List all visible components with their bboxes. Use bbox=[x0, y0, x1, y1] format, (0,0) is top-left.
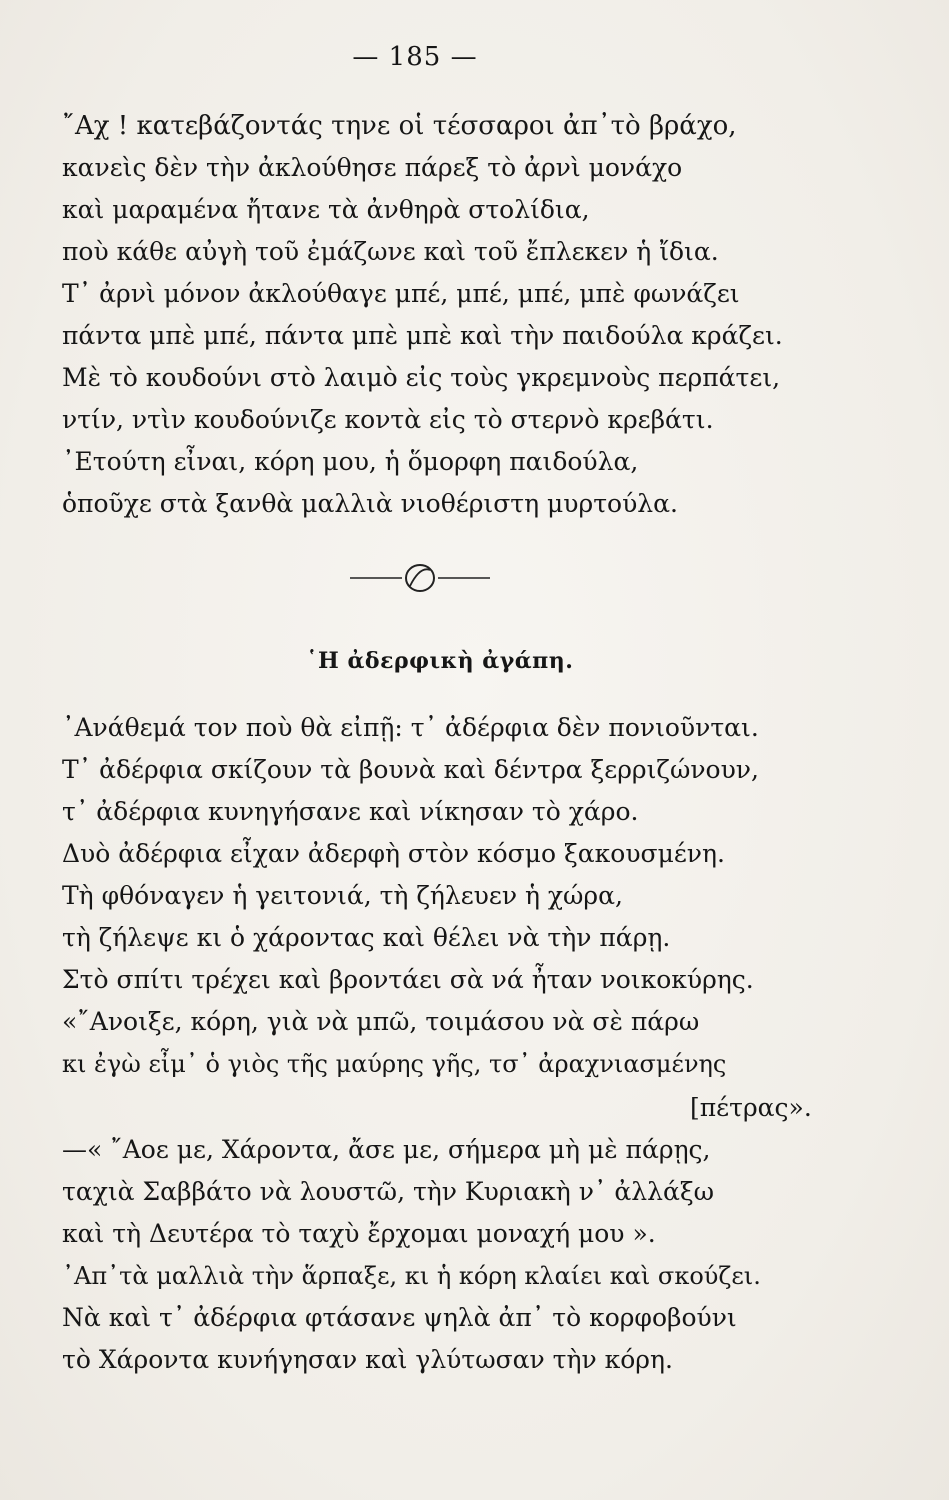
poem-line: Νὰ καὶ τ᾽ ἀδέρφια φτάσανε ψηλὰ ἀπ᾽ τὸ κορφοβούνι bbox=[62, 1303, 737, 1332]
poem-line: κανεὶς δὲν τὴν ἀκλούθησε πάρεξ τὸ ἀρνὶ μονάχο bbox=[62, 153, 683, 182]
section-title: ῾Η ἀδερφικὴ ἀγάπη. bbox=[306, 648, 574, 674]
poem-line: ᾽Απ᾽τὰ μαλλιὰ τὴν ἅρπαξε, κι ἡ κόρη κλαίει καὶ σκούζει. bbox=[62, 1262, 761, 1290]
poem-line: τὸ Χάροντα κυνήγησαν καὶ γλύτωσαν τὴν κόρη. bbox=[62, 1345, 673, 1374]
poem-line: Στὸ σπίτι τρέχει καὶ βροντάει σὰ νά ἦταν νοικοκύρης. bbox=[62, 965, 754, 994]
section-divider-ornament bbox=[350, 560, 490, 596]
page-number: — 185 — bbox=[352, 42, 478, 72]
poem-line: καὶ μαραμένα ἤτανε τὰ ἀνθηρὰ στολίδια, bbox=[62, 195, 590, 224]
poem-line: ῎Αχ ! κατεβάζοντάς τηνε οἱ τέσσαροι ἀπ᾽τὸ βράχο, bbox=[62, 111, 737, 141]
poem-line: καὶ τὴ Δευτέρα τὸ ταχὺ ἔρχομαι μοναχή μου ». bbox=[62, 1219, 656, 1248]
poem-line: ὁποῦχε στὰ ξανθὰ μαλλιὰ νιοθέριστη μυρτούλα. bbox=[62, 489, 678, 518]
poem-line: «῎Ανοιξε, κόρη, γιὰ νὰ μπῶ, τοιμάσου νὰ σὲ πάρω bbox=[62, 1007, 700, 1036]
poem-line: τὴ ζήλεψε κι ὁ χάροντας καὶ θέλει νὰ τὴν πάρῃ. bbox=[62, 923, 671, 952]
poem-line: ταχιὰ Σαββάτο νὰ λουστῶ, τὴν Κυριακὴ ν᾽ ἀλλάξω bbox=[62, 1177, 714, 1206]
poem-line: ντίν, ντὶν κουδούνιζε κοντὰ εἰς τὸ στερνὸ κρεβάτι. bbox=[62, 405, 714, 434]
poem-line: —« ῎Αοε με, Χάροντα, ἄσε με, σήμερα μὴ μὲ πάρῃς, bbox=[62, 1135, 711, 1164]
poem-line: Μὲ τὸ κουδούνι στὸ λαιμὸ εἰς τοὺς γκρεμνοὺς περπάτει, bbox=[62, 363, 781, 392]
poem-line: τ᾽ ἀδέρφια κυνηγήσανε καὶ νίκησαν τὸ χάρο. bbox=[62, 797, 639, 826]
poem-line: ᾽Ανάθεμά τον ποὺ θὰ εἰπῇ: τ᾽ ἀδέρφια δὲν πονιοῦνται. bbox=[62, 713, 759, 742]
poem-line: κι ἐγὼ εἶμ᾽ ὁ γιὸς τῆς μαύρης γῆς, τσ᾽ ἀραχνιασμένης bbox=[62, 1050, 727, 1078]
poem-line: πάντα μπὲ μπέ, πάντα μπὲ μπὲ καὶ τὴν παιδούλα κράζει. bbox=[62, 321, 783, 350]
poem-line-continuation: [πέτρας». bbox=[690, 1093, 812, 1122]
poem-line: Τ᾽ ἀρνὶ μόνον ἀκλούθαγε μπέ, μπέ, μπέ, μπὲ φωνάζει bbox=[62, 279, 740, 308]
poem-line: ποὺ κάθε αὐγὴ τοῦ ἐμάζωνε καὶ τοῦ ἔπλεκεν ἡ ἴδια. bbox=[62, 237, 719, 266]
poem-line: Δυὸ ἀδέρφια εἶχαν ἀδερφὴ στὸν κόσμο ξακουσμένη. bbox=[62, 839, 725, 868]
poem-line: ᾽Ετούτη εἶναι, κόρη μου, ἡ ὅμορφη παιδούλα, bbox=[62, 447, 639, 476]
poem-line: Τὴ φθόναγεν ἡ γειτονιά, τὴ ζήλευεν ἡ χώρα, bbox=[62, 881, 623, 910]
poem-line: Τ᾽ ἀδέρφια σκίζουν τὰ βουνὰ καὶ δέντρα ξερριζώνουν, bbox=[62, 755, 759, 784]
